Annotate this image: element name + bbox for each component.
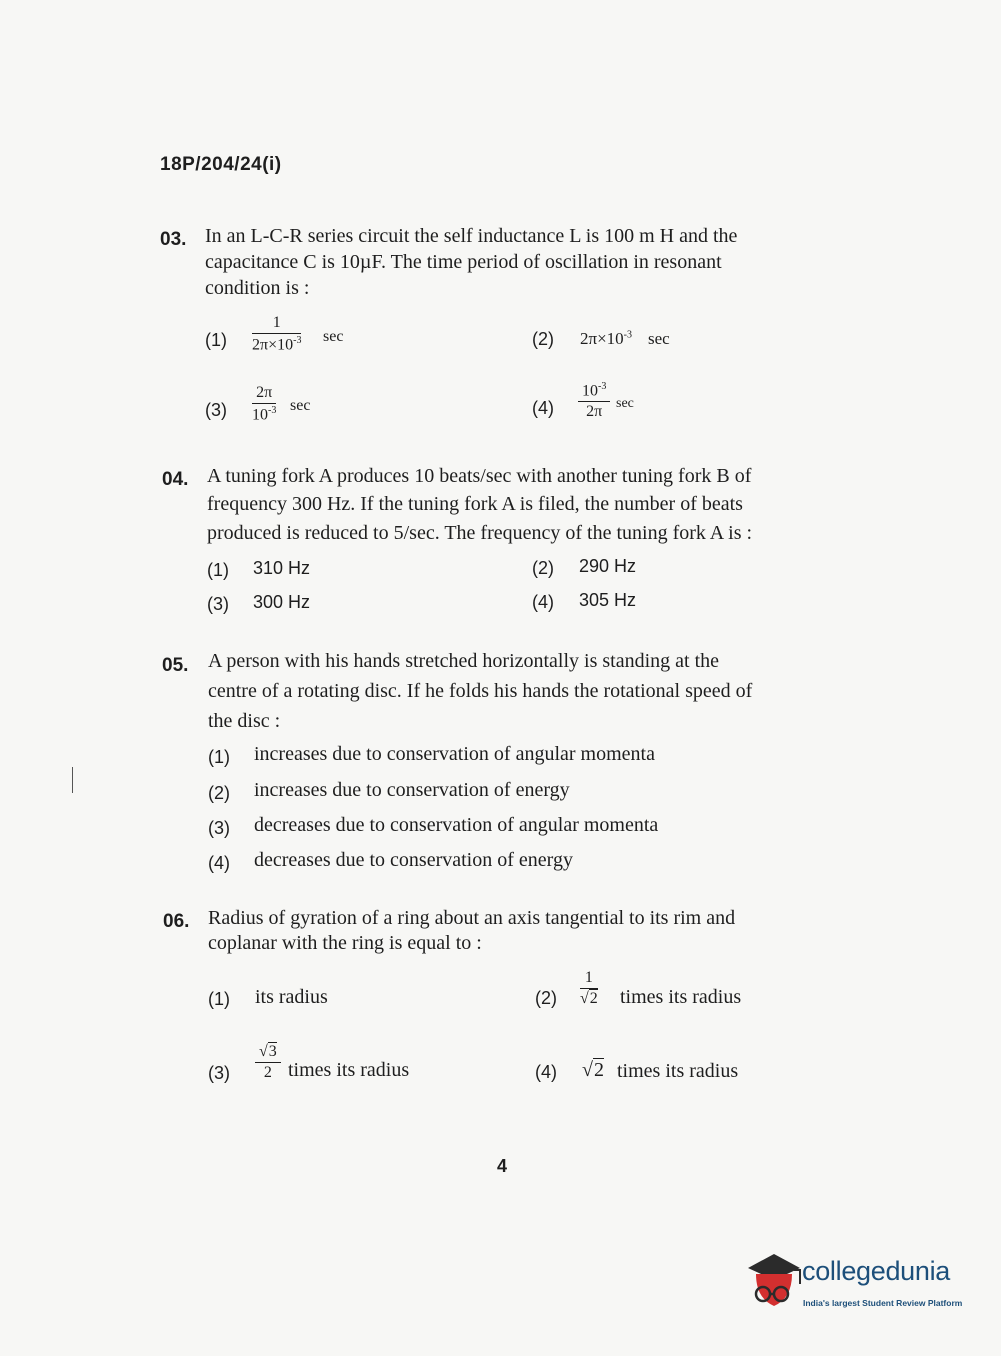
question-text-line: coplanar with the ring is equal to : <box>208 932 482 954</box>
option-text: 290 Hz <box>579 556 637 576</box>
fraction-denominator <box>252 334 301 354</box>
question-text-line: the disc : <box>208 710 281 732</box>
fraction-numerator-base: 10 <box>582 382 598 400</box>
fraction-numerator: 1 <box>580 969 598 989</box>
logo-brand: collegedunia <box>802 1256 951 1286</box>
option-text: increases due to conservation of angular momenta <box>254 743 655 765</box>
option-text: increases due to conservation of energy <box>254 779 570 801</box>
option-expression <box>580 329 632 349</box>
question-text-line: centre of a rotating disc. If he folds his hands the rotational speed of <box>208 680 753 702</box>
fraction-denominator-base: 10 <box>252 406 268 424</box>
fraction-numerator: 1 <box>252 314 301 334</box>
fraction-numerator: 2π <box>252 384 276 404</box>
fraction-denominator <box>252 404 276 424</box>
option-text: 300 Hz <box>253 592 311 612</box>
paper-code: 18P/204/24(i) <box>160 154 282 175</box>
question-number: 03. <box>160 229 187 250</box>
option-label: (1) <box>205 330 227 350</box>
option-text: times its radius <box>288 1059 410 1081</box>
exponent: -3 <box>623 329 633 341</box>
option-fraction <box>578 381 610 421</box>
question-text-line: A person with his hands stretched horizontally is standing at the <box>208 650 720 672</box>
option-label: (3) <box>208 818 230 838</box>
option-label: (2) <box>208 783 230 803</box>
fraction-numerator: √3 <box>255 1043 281 1063</box>
option-unit: sec <box>290 397 311 414</box>
question-number: 06. <box>163 911 190 932</box>
option-radical: √2 <box>582 1059 604 1081</box>
option-label: (4) <box>532 398 554 418</box>
option-fraction <box>252 314 301 354</box>
question-number: 05. <box>162 655 189 676</box>
option-fraction <box>252 384 276 424</box>
question-text-line: capacitance C is 10µF. The time period of oscillation in resonant <box>205 251 722 273</box>
option-fraction <box>580 969 598 1008</box>
fraction-numerator <box>578 381 610 402</box>
option-fraction <box>255 1043 281 1082</box>
option-text: times its radius <box>620 986 742 1008</box>
fraction-denominator: 2 <box>263 1064 272 1081</box>
option-text: 305 Hz <box>579 590 637 610</box>
option-label: (2) <box>532 329 554 349</box>
fraction-denominator: √2 <box>580 990 598 1007</box>
fraction-denominator: 2π <box>586 403 603 421</box>
option-label: (4) <box>532 592 554 612</box>
option-label: (3) <box>205 400 227 420</box>
radicand: 2 <box>589 990 598 1007</box>
option-text: decreases due to conservation of energy <box>254 849 573 871</box>
option-label: (2) <box>532 558 554 578</box>
option-label: (1) <box>208 989 230 1009</box>
question-text-line: Radius of gyration of a ring about an axis tangential to its rim and <box>208 907 736 929</box>
option-label: (2) <box>535 988 557 1008</box>
margin-mark <box>72 767 73 793</box>
option-unit: sec <box>323 328 344 345</box>
option-unit: sec <box>616 396 634 411</box>
option-text: its radius <box>255 986 328 1008</box>
option-text: 310 Hz <box>253 558 311 578</box>
exponent: -3 <box>293 335 302 346</box>
radicand: 2 <box>593 1059 604 1081</box>
expression-base: 2π×10 <box>580 329 624 348</box>
question-text-line: condition is : <box>205 277 310 299</box>
option-label: (3) <box>208 1063 230 1083</box>
question-text-line: In an L-C-R series circuit the self inductance L is 100 m H and the <box>205 225 738 247</box>
option-label: (3) <box>207 594 229 614</box>
option-text: decreases due to conservation of angular momenta <box>254 814 659 836</box>
option-label: (1) <box>208 747 230 767</box>
fraction-denominator-base: 2π×10 <box>252 336 294 354</box>
page-number: 4 <box>497 1156 508 1176</box>
radicand: 3 <box>268 1043 277 1060</box>
question-text-line: frequency 300 Hz. If the tuning fork A is filed, the number of beats <box>207 493 743 515</box>
option-label: (1) <box>207 560 229 580</box>
option-label: (4) <box>535 1062 557 1082</box>
exponent: -3 <box>268 405 277 416</box>
question-text-line: A tuning fork A produces 10 beats/sec with another tuning fork B of <box>207 465 752 487</box>
option-text: times its radius <box>617 1060 739 1082</box>
option-unit: sec <box>648 329 670 348</box>
option-label: (4) <box>208 853 230 873</box>
logo-tagline: India's largest Student Review Platform <box>803 1298 963 1308</box>
question-text-line: produced is reduced to 5/sec. The frequency of the tuning fork A is : <box>207 522 753 544</box>
question-number: 04. <box>162 469 189 490</box>
exponent: -3 <box>598 381 607 392</box>
